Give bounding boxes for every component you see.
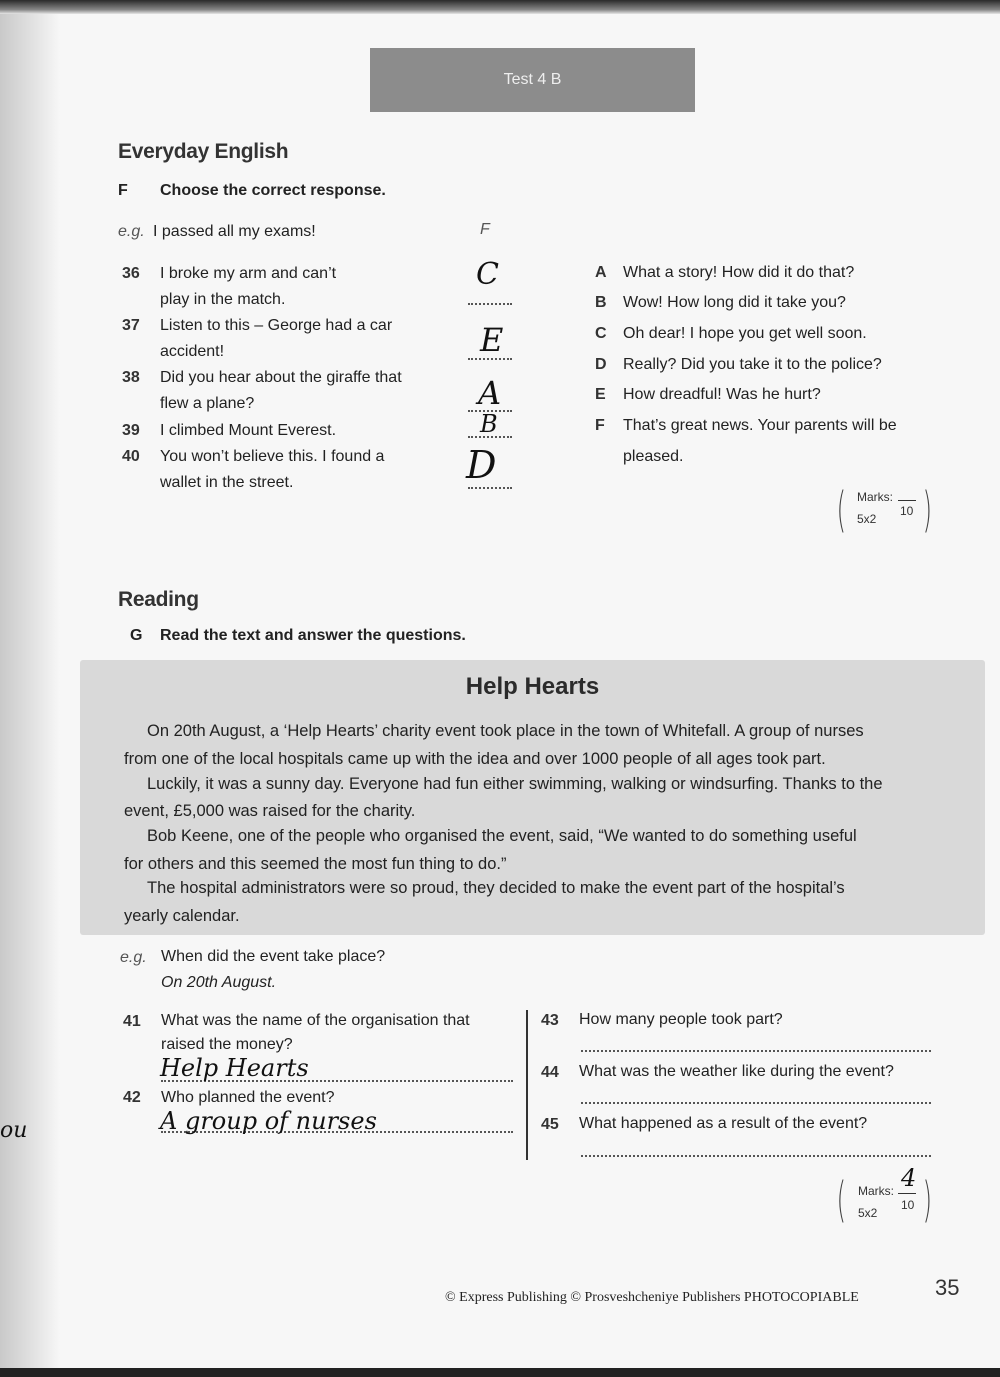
question-number: 40: [122, 448, 140, 465]
option-letter: A: [595, 264, 607, 281]
question-text: Who planned the event?: [161, 1089, 335, 1106]
option-letter: E: [595, 386, 606, 403]
marks-bracket-left: (: [836, 1172, 847, 1228]
handwritten-answer: A group of nurses: [160, 1107, 377, 1135]
marks-formula: 5x2: [857, 512, 877, 526]
question-text: What happened as a result of the event?: [579, 1115, 868, 1132]
task-instruction-g: Read the text and answer the questions.: [160, 627, 466, 644]
option-letter: D: [595, 356, 607, 373]
option-text: pleased.: [623, 448, 684, 465]
copyright-footer: © Express Publishing © Prosveshcheniye Publishers PHOTOCOPIABLE: [445, 1290, 859, 1305]
answer-blank[interactable]: [468, 487, 512, 489]
question-text: Did you hear about the giraffe that: [160, 369, 402, 386]
handwritten-answer: Help Hearts: [160, 1054, 309, 1082]
page-number: 35: [935, 1275, 960, 1300]
question-text: What was the weather like during the event?: [579, 1063, 894, 1080]
question-number: 44: [541, 1064, 559, 1081]
question-text: How many people took part?: [579, 1011, 783, 1028]
example-answer: On 20th August.: [161, 974, 277, 991]
marks-bracket-right: ): [922, 1172, 933, 1228]
reading-paragraph-line: yearly calendar.: [124, 907, 240, 925]
scan-bottom-edge: [0, 1368, 1000, 1377]
reading-paragraph-line: Bob Keene, one of the people who organised the event, said, “We wanted to do something useful: [147, 827, 857, 845]
question-number: 39: [122, 422, 140, 439]
question-text: wallet in the street.: [160, 474, 294, 491]
option-text: Oh dear! I hope you get well soon.: [623, 325, 867, 342]
example-tag: e.g.: [118, 223, 145, 240]
reading-paragraph-line: On 20th August, a ‘Help Hearts’ charity event took place in the town of Whitefall. A group of nurses: [147, 722, 864, 740]
option-text: How dreadful! Was he hurt?: [623, 386, 821, 403]
marks-total: 10: [901, 1198, 915, 1212]
test-label: Test 4 B: [370, 48, 695, 112]
question-text: play in the match.: [160, 291, 286, 308]
option-text: That’s great news. Your parents will be: [623, 417, 897, 434]
scan-top-edge: [0, 0, 1000, 14]
question-text: I climbed Mount Everest.: [160, 422, 337, 439]
section-title-reading: Reading: [118, 588, 199, 611]
answer-blank[interactable]: [468, 303, 512, 305]
marks-bracket-left: (: [836, 482, 847, 538]
task-letter-g: G: [130, 627, 143, 644]
task-instruction-f: Choose the correct response.: [160, 182, 386, 199]
option-text: Really? Did you take it to the police?: [623, 356, 882, 373]
question-text: I broke my arm and can’t: [160, 265, 337, 282]
answer-line[interactable]: [581, 1155, 931, 1157]
question-text: raised the money?: [161, 1036, 293, 1053]
handwritten-answer: E: [480, 321, 504, 359]
handwritten-answer: D: [466, 443, 497, 487]
marks-fraction-line: [898, 500, 916, 501]
question-text: accident!: [160, 343, 225, 360]
marks-label: Marks:: [858, 1184, 894, 1198]
example-answer: F: [480, 221, 490, 238]
question-number: 37: [122, 317, 140, 334]
handwritten-answer: B: [480, 410, 498, 438]
question-text: flew a plane?: [160, 395, 255, 412]
reading-paragraph-line: from one of the local hospitals came up with the idea and over 1000 people of all ages took part.: [124, 750, 826, 768]
option-letter: C: [595, 325, 607, 342]
question-number: 45: [541, 1116, 559, 1133]
handwritten-answer: C: [476, 257, 499, 292]
marks-score: 4: [901, 1164, 917, 1192]
task-letter-f: F: [118, 182, 128, 199]
marks-label: Marks:: [857, 490, 893, 504]
option-letter: B: [595, 294, 607, 311]
question-number: 41: [123, 1013, 141, 1030]
option-letter: F: [595, 417, 605, 434]
reading-paragraph-line: for others and this seemed the most fun thing to do.”: [124, 855, 507, 873]
reading-paragraph-line: The hospital administrators were so proud, they decided to make the event part of the hospital’s: [147, 879, 845, 897]
answer-line[interactable]: [581, 1102, 931, 1104]
marks-total: 10: [900, 504, 914, 518]
answer-line[interactable]: [581, 1050, 931, 1052]
question-number: 42: [123, 1089, 141, 1106]
margin-handwriting: ou: [0, 1118, 28, 1143]
question-text: Listen to this – George had a car: [160, 317, 393, 334]
book-binding-shadow: [0, 0, 60, 1377]
example-tag: e.g.: [120, 949, 147, 966]
marks-bracket-right: ): [922, 482, 933, 538]
column-divider: [526, 1010, 528, 1160]
handwritten-answer: A: [478, 374, 502, 412]
marks-fraction-line: [898, 1193, 916, 1194]
question-number: 36: [122, 265, 140, 282]
question-text: You won’t believe this. I found a: [160, 448, 385, 465]
option-text: What a story! How did it do that?: [623, 264, 855, 281]
reading-paragraph-line: event, £5,000 was raised for the charity.: [124, 802, 416, 820]
question-text: What was the name of the organisation that: [161, 1012, 470, 1029]
reading-text-title: Help Hearts: [465, 673, 600, 700]
option-text: Wow! How long did it take you?: [623, 294, 846, 311]
question-number: 43: [541, 1012, 559, 1029]
reading-paragraph-line: Luckily, it was a sunny day. Everyone had fun either swimming, walking or windsurfing. Thanks to the: [147, 775, 883, 793]
example-question: When did the event take place?: [161, 948, 386, 965]
question-number: 38: [122, 369, 140, 386]
section-title-everyday-english: Everyday English: [118, 140, 289, 163]
example-text: I passed all my exams!: [153, 223, 316, 240]
marks-formula: 5x2: [858, 1206, 878, 1220]
